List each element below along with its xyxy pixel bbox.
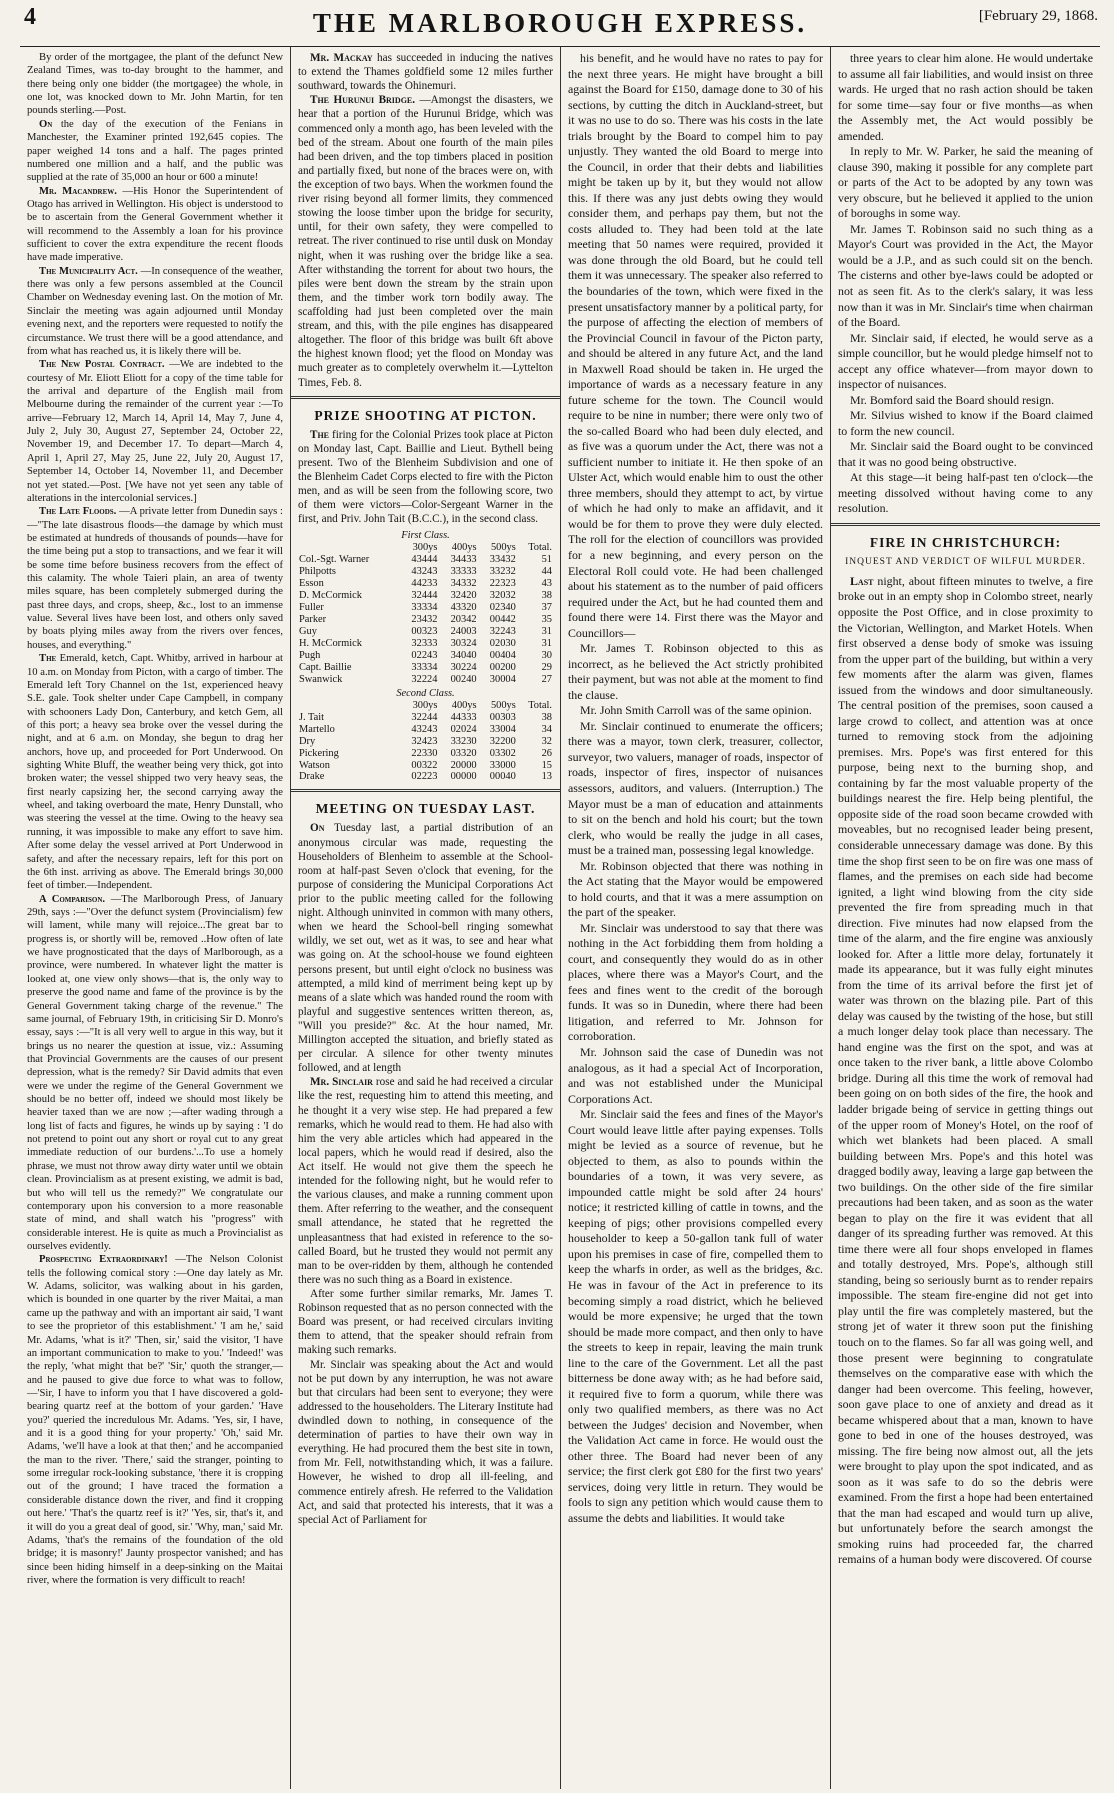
score-row: Pugh 02243 34040 00404 30 <box>299 649 552 661</box>
score-row: Martello 43243 02024 33004 34 <box>299 723 552 735</box>
meeting-paragraph: Mr. James T. Robinson said no such thing as a Mayor's Court was provided in the Act, the Mayor would be a J.P., and as such could sit on the bench. The cisterns and other bye-laws could be adopted or not as seen fit. As to the clerk's salary, it was less now than it was in Mr. Sinclair's time when chairman of the Board. <box>838 221 1093 330</box>
meeting-paragraph: At this stage—it being half-past ten o'clock—the meeting dissolved without having come to any resolution. <box>838 470 1093 516</box>
meeting-paragraph: Mr. Sinclair rose and said he had received a circular like the rest, requesting him to attend this meeting, and he thought it a very wise step. He had prepared a few remarks, which he would read to them. He had also with him the very able articles which had appeared in the local papers, which he would read if desired, also the Act itself. He would not give them the speech he intended for the following night, but he would refer to the various clauses, and make a running comment upon them. After referring to the weather, and the consequent small attendance, he stated that he regretted the unpleasantness that had existed in reference to the so-called Board, but he trusted they would not permit any man to be over-ridden by them, although he contended there was no such thing as a Board in existence. <box>298 1076 553 1286</box>
score-row: Col.-Sgt. Warner 43444 34433 33432 51 <box>299 554 552 566</box>
newspaper-title: THE MARLBOROUGH EXPRESS. <box>312 7 808 38</box>
news-item: Mr. Mackay has succeeded in inducing the natives to extend the Thames goldfield some 12 miles further southward, towards the Ohinemuri. <box>298 52 553 93</box>
news-item: A Comparison. —The Marlborough Press, of January 29th, says :—"Over the defunct system (Provincialism) few will lament, while many will rejoice...The great bar to progress is, or shortly will be, removed ..How often of late we have prognosticated that the days of Marlborough, as a province, were numbered. In whatever light the matter is looked at, one view only shows—that is, the only way to preserve the good name and fame of the province is by the General Government taking charge of the revenue." The same journal, of February 19th, in criticising Sir D. Monro's essay, says :—"It is all very well to argue in this way, but it brings us no nearer the question at issue, viz.: Assuming that Provincial Governments are the causes of our present depression, what is the remedy? Sir David admits that even were we under the regime of the General Government we should be no better off, indeed we should most likely be heavier taxed than we are now ;—after wading through a long list of facts and figures, he winds up by saying : 'I do not pretend to point out any short or royal cut to any great immediate reduction of our burdens.'...To use a homely phrase, we must not throw away dirty water until we obtain clean. Provincialism as at present existing, we admit is bad, but who will tell us the remedy?" We congratulate our contemporary upon his conversion to a more reasonable state of mind, and shall watch his "progress" with considerable interest. He is quite as much a Provincialist as ourselves evidently. <box>27 893 283 1252</box>
score-row: Parker 23432 20342 00442 35 <box>299 614 552 626</box>
news-item: The Municipality Act. —In consequence of the weather, there was only a few persons assembled at the Council Chamber on Wednesday evening last. On the motion of Mr. Sinclair the meeting was again adjourned until Monday evening next, and the reporters were requested to notify the circumstance. We trust there will be a good attendance, and from what has reached us, it is likely there will be. <box>27 265 283 357</box>
score-row: Drake 02223 00000 00040 13 <box>299 771 552 783</box>
column-4 <box>830 47 1100 1789</box>
fire-heading: FIRE IN CHRISTCHURCH: <box>869 534 1062 550</box>
meeting-paragraph: Mr. Silvius wished to know if the Board claimed to form the new council. <box>838 408 1093 438</box>
meeting-paragraph: Mr. Bomford said the Board should resign. <box>850 392 1055 407</box>
masthead <box>20 0 1100 47</box>
meeting-heading: MEETING ON TUESDAY LAST. <box>315 801 536 817</box>
score-row: J. Tait 32244 44333 00303 38 <box>299 711 552 723</box>
divider <box>831 523 1100 526</box>
meeting-paragraph: After some further similar remarks, Mr. James T. Robinson requested that as no person connected with the Board was present, or had received circulars inviting them to attend, that the speaker should refrain from making such remarks. <box>298 1288 553 1357</box>
score-row: H. McCormick 32333 30324 02030 31 <box>299 637 552 649</box>
score-class-label: Second Class. <box>396 687 455 699</box>
score-table <box>298 528 553 783</box>
issue-date: [February 29, 1868. <box>978 8 1098 24</box>
news-item: The Hurunui Bridge. —Amongst the disasters, we hear that a portion of the Hurunui Bridge, which was commenced only a month ago, has been leveled with the bed of the stream. About one fourth of the main piles had been driven, and the top timbers placed in position and partially fixed, but none of the braces were on, with the exception of two bays. When the workmen found the river rising beyond all former limits, they commenced stowing the loose timber upon the bridge for security, until, for their own safety, they were compelled to retreat. The river continued to rise until dusk on Monday night, when it was rushing over the bridge like a sea. After withstanding the torrent for about two hours, the piles were bent down the stream by the strain upon them, and the timber work torn bodily away. The scaffolding had just been completed over the main stream, and this, with the pile engines has disappeared altogether. The floor of this bridge was built 6ft above the highest known flood; yet the flood on Monday was much greater as to completely overwhelm it.—Lyttelton Times, Feb. 8. <box>298 94 553 389</box>
news-item: Prospecting Extraordinary! —The Nelson Colonist tells the following comical story :—One day lately as Mr. W. Adams, solicitor, was walking about in his garden, which is bounded in one quarter by the river Maitai, a man came up the pathway and with an important air said, 'I want to see the proprietor of this establishment.' 'I am he,' said Mr. Adams, 'what is it?' 'Then, sir,' said the visitor, 'I have an important communication to make to you.' 'Indeed!' was the reply, 'what might that be?' 'Sir,' quoth the stranger,—and he paused to give due force to what was to follow,—'Sir, I have to inform you that I have discovered a gold-bearing quartz reef at the bottom of your garden.' 'Have you?' queried the incredulous Mr. Adams. 'Yes, sir, I have, and it is a good thing for your property.' 'Oh,' said Mr. Adams, 'we'll have a look at that then;' and he accompanied the man to the river. 'There,' said the stranger, pointing to some irregular rock-looking substance, 'there it is cropping out of the ground; I have traced the formation a considerable distance down the river, and find it cropping out here.' 'That's the quartz reef is it?' 'Yes, sir, that's it, and it will do you a great deal of good, sir.' 'Why, man,' said Mr. Adams, 'that's the remains of the foundation of the old bridge; it is masonry!' Jaunty prospector vanished; and has since been hiding himself in a deep-sinking on the Maitai river, where the formation is very difficult to reach! <box>27 1254 283 1586</box>
score-row: Capt. Baillie 33334 30224 00200 29 <box>299 661 552 673</box>
fire-subheading: INQUEST AND VERDICT OF WILFUL MURDER. <box>845 556 1086 567</box>
article-columns <box>20 47 1100 1789</box>
score-header-row: 300ys 400ys 500ys Total. <box>412 542 552 554</box>
news-item: On the day of the execution of the Fenians in Manchester, the Examiner printed 192,645 copies. The paper weighed 14 tons and a half. The pages printed numbered one million and a half, and the public was supplied at the rate of 35,000 an hour or 600 a minute! <box>27 118 283 184</box>
meeting-paragraph: Mr. Sinclair was speaking about the Act and would not be put down by any interruption, he was not aware but that circulars had been sent to everyone; they were addressed to the householders. The Literary Institute had dwindled down to nothing, in consequence of the determination of parties to have their own way in everything. He had procured them the best site in town, from Mr. Fell, notwithstanding which, it was a failure. However, he wished to drop all ill-feeling, and commence entirely afresh. He referred to the Validation Act, and said that protected his interests, that it was a special Act of Parliament for <box>298 1358 553 1526</box>
prize-shooting-intro: The firing for the Colonial Prizes took place at Picton on Monday last, Capt. Baillie and Lieut. Bythell being present. Two of the Blenheim Subdivision and one of the Blenheim Cadet Corps elected to fire with the Picton men, and as will be seen from the following score, two of them were victors—Color-Sergeant Warner in the first, and Priv. John Tait (B.C.C.), in the second class. <box>298 428 553 526</box>
news-item: Mr. Macandrew. —His Honor the Superintendent of Otago has arrived in Wellington. His object is understood to be to ascertain from the General Government whether it will recommend to the Assembly a loan for his province sufficient to cover the extra expenditure the recent floods have made imperative. <box>27 185 283 264</box>
meeting-paragraph: three years to clear him alone. He would undertake to assume all fair liabilities, and would insist on three wards. He urged that no rash action should be taken for some time—say four or five months—as when the Assembly met, the Act would possibly be amended. <box>838 51 1093 143</box>
meeting-paragraph: his benefit, and he would have no rates to pay for the next three years. He might have brought a bill against the Board for £150, damage done to 30 of his sections, by cutting the ditch in Auckland-street, but it was no use to do so. There was his costs in the late trials brought by the Board to compel him to pay unjustly. They wanted the old Board to merge into the Council, in order that their debts and liabilities might be taken up by it, but they would not allow this. If there was any just debts owing they would consider them, and perhaps pay them, but not the costs alluded to. They had been told at the late meeting that 50 names were required, provided it was done through the old Board, but he could tell them it was unnecessary. The speaker also referred to the boundaries of the town, which were fixed in the present unsatisfactory manner by a political party, for the purpose of affecting the election of members of the Provincial Council in favour of the Picton party, and should be altered in any future Act, and the land in Maxwell Road should be taken in. He urged the importance of wards as a necessary feature in any future scheme for the town. The Council would require to be nine in number; there were only two of the so-called Board who had been duly elected, and as five was a quorum under the Act, there was not a sufficient number to initiate it. He then spoke of an Ulster Act, which would enable him to oust the other three members, should they attempt to act, by virtue of which he had only to make an affidavit, and it would be for them to prove they were duly elected. The roll for the election of councillors was provided for a new beginning, and every person on the Electoral Roll could vote. He had been challenged about his statement as to the number of paid officers required under the Act, but he had counted them and found there were 14. First there was the Mayor and Councillors— <box>568 51 823 640</box>
fire-article: Last night, about fifteen minutes to twelve, a fire broke out in an empty shop in Colombo street, nearly opposite the Post Office, and in close proximity to the Victorian, Wellington, and Market Hotels. When first observed a dense body of smoke was issuing from the upper part of the building, but within a very few moments after the alarm was given, flames issued from the windows and door simultaneously. The central position of the premises, soon caused a large crowd to collect, and attention was at once turned to removing stock from the adjoining premises. Mrs. Pope's was first entered for this purpose, being next to the burning shop, and containing by far the most valuable property of the buildings nearest the fire. Help being plentiful, the opposite side of the road soon became crowded with moveables, but no recognised leader being present, considerable unnecessary damage was done. By this time the shop first seen to be on fire was one mass of flames, and the premises on each side had become ignited, a light wind blowing from the city side prevented the fire from spreading much in that direction. Five minutes had now elapsed from the time of the alarm, and the fire engine was anxiously looked for. After a little more delay, fortunately it made its appearance, but it was fully eight minutes from the time of its arrival before the first jet of water was thrown on the blazing pile. Part of this delay was caused by the twisting of the hose, but still a much longer delay took place than necessary. The hand engine was the first on the spot, and was at once taken to the river bank, a little above Colombo bridge. During all this time the work of removal had been going on on both sides of the fire, the hook and ladder brigade being of service in getting things out of the upper room of Money's Hotel, on the roof of which wet blankets had been placed. A small building between Mrs. Pope's and this hotel was dragged bodily away, leaving a large gap between the two buildings. On the other side of the fire similar precautions had been taken, and as soon as the water began to play on the fire it was evident that all danger of its spreading further was removed. At this time there were all four shops enveloped in flames and totally destroyed, Mrs. Pope's, although still standing, being so seriously burnt as to render repairs impossible. The steam fire-engine did not get into play until the fire was completely mastered, but the strong jet of water it threw soon put the finishing touch on to the flames. So far all was going well, and those present were beginning to congratulate themselves on the comparative ease with which the danger had been overcome. This feeling, however, soon gave place to one of anxiety and dread as it became whispered about that a man, known to have gone to bed in one of the houses destroyed, was missing. The fire being now almost out, all the jets were brought to play upon the spot indicated, and as soon as it was safe to do so the debris were examined. From the first a hope had been entertained that the man had escaped and would turn up alive, but unfortunately before the search amongst the smoking ruins had proceeded far, the charred remains of a human body were discovered. Of course <box>838 573 1093 1567</box>
divider <box>291 396 560 399</box>
meeting-paragraph: Mr. Sinclair said, if elected, he would serve as a simple councillor, but he would pledge himself not to accept any office whatever—from mayor down to inspector of nuisances. <box>838 330 1093 392</box>
meeting-paragraph: Mr. Johnson said the case of Dunedin was not analogous, as it had a special Act of Incorporation, and was not established under the Municipal Corporations Act. <box>568 1045 823 1106</box>
score-class-label: First Class. <box>401 530 450 542</box>
meeting-paragraph: On Tuesday last, a partial distribution of an anonymous circular was made, requesting the Householders of Blenheim to assemble at the School-room at half-past Seven o'clock that evening, for the purpose of considering the Municipal Corporations Act prior to the public meeting called for the following night. Although uninvited in common with many others, when we heard the School-bell ringing somewhat wildly, we set out, wet as it was, to see and hear what was going on. At the school-house we found eighteen persons present, but until eight o'clock no business was attempted, a mild kind of merriment being kept up by means of a slate which was handed round the room with playful and suggestive sentences written thereon, as, "Will you preside?" &c. At the hour named, Mr. Millington accepted the situation, and briefly stated as per circular. A silence for other twenty minutes followed, and at length <box>298 822 553 1075</box>
page-number: 4 <box>24 4 36 30</box>
column-3 <box>560 47 830 1789</box>
score-row: Swanwick 32224 00240 30004 27 <box>299 673 552 685</box>
score-row: Pickering 22330 03320 03302 26 <box>299 747 552 759</box>
score-row: Philpotts 43243 33333 33232 44 <box>299 566 552 578</box>
score-row: Fuller 33334 43320 02340 37 <box>299 602 552 614</box>
meeting-paragraph: Mr. John Smith Carroll was of the same opinion. <box>580 703 812 718</box>
news-item: The Late Floods. —A private letter from Dunedin says :—"The late disastrous floods—the damage by which must be estimated at hundreds of thousands of pounds—have for the time being put a stop to transactions, and we fear it will be some time before business recovers from the effect of this calamity. The whole Taieri plain, an area of twenty miles square, has been completely submerged during the past three days, and crops, sheep, &c., lost to an immense value. Several lives have been lost, and others only saved by boats plying miles away from the rivers over fences, houses, and everything." <box>27 506 283 651</box>
meeting-paragraph: In reply to Mr. W. Parker, he said the meaning of clause 390, making it possible for any complete part or parts of the Act to be adopted by any town was very obscure, but he believed it applied to the union of boroughs in some way. <box>838 144 1093 221</box>
score-row: D. McCormick 32444 32420 32032 38 <box>299 590 552 602</box>
divider <box>291 789 560 792</box>
news-item: The Emerald, ketch, Capt. Whitby, arrived in harbour at 10 a.m. on Monday from Picton, with a cargo of timber. The Emerald left Tory Channel on the 1st, experienced heavy S.E. gale. Took shelter under Cape Campbell, in company with schooners Lady Don, Canterbury, and ketch Gem, all of this port; a heavy sea broke over the vessel during the night, and at 6 a.m. on Monday, she begun to drag her anchors, hove up, and proceeded for Port Underwood. On sighting White Bluff, the weather being very thick, got into broken water; the vessel shipped two very heavy seas, the first nearly capsizing her, the second carrying away the wheel, and taking overboard the mate, Henry Dunstall, who was steering the vessel at the time. Owing to the heavy sea running, it was impossible to make any effort to save him. After some delay the vessel arrived at Port Underwood in safety, and after the necessary repairs, left for this port on the 6th inst. arriving as above. The Emerald brings 30,000 feet of timber.—Independent. <box>27 653 283 892</box>
news-item: The New Postal Contract. —We are indebted to the courtesy of Mr. Eliott Eliott for a copy of the time table for the arrival and departure of the English mail from Melbourne during the remainder of the current year :—To arrive—February 12, March 14, April 14, May 7, June 4, July 2, July 30, August 27, September 24, October 22, November 19, and December 17. To depart—March 4, April 1, April 27, May 25, June 22, July 20, August 17, September 14, October 14, November 11, and December not yet stated.—Post. [We have not yet seen any table of alterations in the intercolonial services.] <box>27 359 283 504</box>
meeting-paragraph: Mr. Sinclair was understood to say that there was nothing in the Act forbidding them from holding a court, and consequently they would do as in other places, where there was a Mayor's Court, and the fees and fines went to the credit of the borough funds. It was so in Dunedin, where there had been litigation, and referred to Mr. Johnson for corroboration. <box>568 920 823 1044</box>
score-header-row: 300ys 400ys 500ys Total. <box>412 699 552 711</box>
prize-shooting-heading: PRIZE SHOOTING AT PICTON. <box>314 407 537 423</box>
meeting-paragraph: Mr. Sinclair said the Board ought to be convinced that it was no good being obstructive. <box>838 439 1093 469</box>
meeting-paragraph: Mr. Sinclair said the fees and fines of the Mayor's Court would leave little after paying expenses. Tolls might be levied as a source of revenue, but he objected to them, as also to pounds within the boundaries of a town, it was very severe, as impounded cattle might be sold after 24 hours' notice; it restricted killing of cattle in towns, and the keeping of pigs; other provisions compelled every householder to keep a 50-gallon tank full of water upon his premises in case of fire, compelled them to keep the wharfs in order, as well as the bridges, &c. He was in favour of the Act in preference to its becoming simply a road district, which he believed would be more expensive; he urged that the town should be made more compact, and then only to have the streets to keep in repair, leaving the main trunk line to the care of the Government. Let all the past bitterness be done away with; as he had before said, it required five to form a quorum, while there was only two qualified members, as there was no Act between the Judges' decision and November, when the Validation Act came in force. He would oust the other three. The Board had never been of any service; the first clerk got £80 for the first two years' services, doing very little in return. They would be fools to sign any petition which would cause them to assume the debts and liabilities. It would take <box>568 1107 823 1525</box>
column-1 <box>20 47 290 1789</box>
news-item: By order of the mortgagee, the plant of the defunct New Zealand Times, was to-day brought to the hammer, and there being only one bidder (the mortgagee) the whole, in one lot, was knocked down to Mr. John Martin, for ten pounds sterling.—Post. <box>27 52 283 117</box>
meeting-paragraph: Mr. Sinclair continued to enumerate the officers; there was a mayor, town clerk, treasurer, collector, surveyor, two valuers, manager of roads, inspector of roads, inspector of fires, inspector of nuisances assessors, auditors, and valuers. (Interruption.) The Mayor must be a man of education and attainments to sit on the bench and hold his court; but the town clerk, who would be really the judge in all cases, must be a trained man, possessing legal knowledge. <box>568 718 823 858</box>
score-row: Esson 44233 34332 22323 43 <box>299 578 552 590</box>
meeting-paragraph: Mr. James T. Robinson objected to this as incorrect, as he believed the Act strictly prohibited their payment, but was not able at the moment to find the clause. <box>568 641 823 702</box>
score-row: Dry 32423 33230 32200 32 <box>299 735 552 747</box>
column-2 <box>290 47 560 1789</box>
meeting-paragraph: Mr. Robinson objected that there was nothing in the Act stating that the Mayor would be empowered to hold courts, and that it was a mere assumption on the part of the speaker. <box>568 858 823 920</box>
score-row: Watson 00322 20000 33000 15 <box>299 759 552 771</box>
score-row: Guy 00323 24003 32243 31 <box>299 626 552 638</box>
